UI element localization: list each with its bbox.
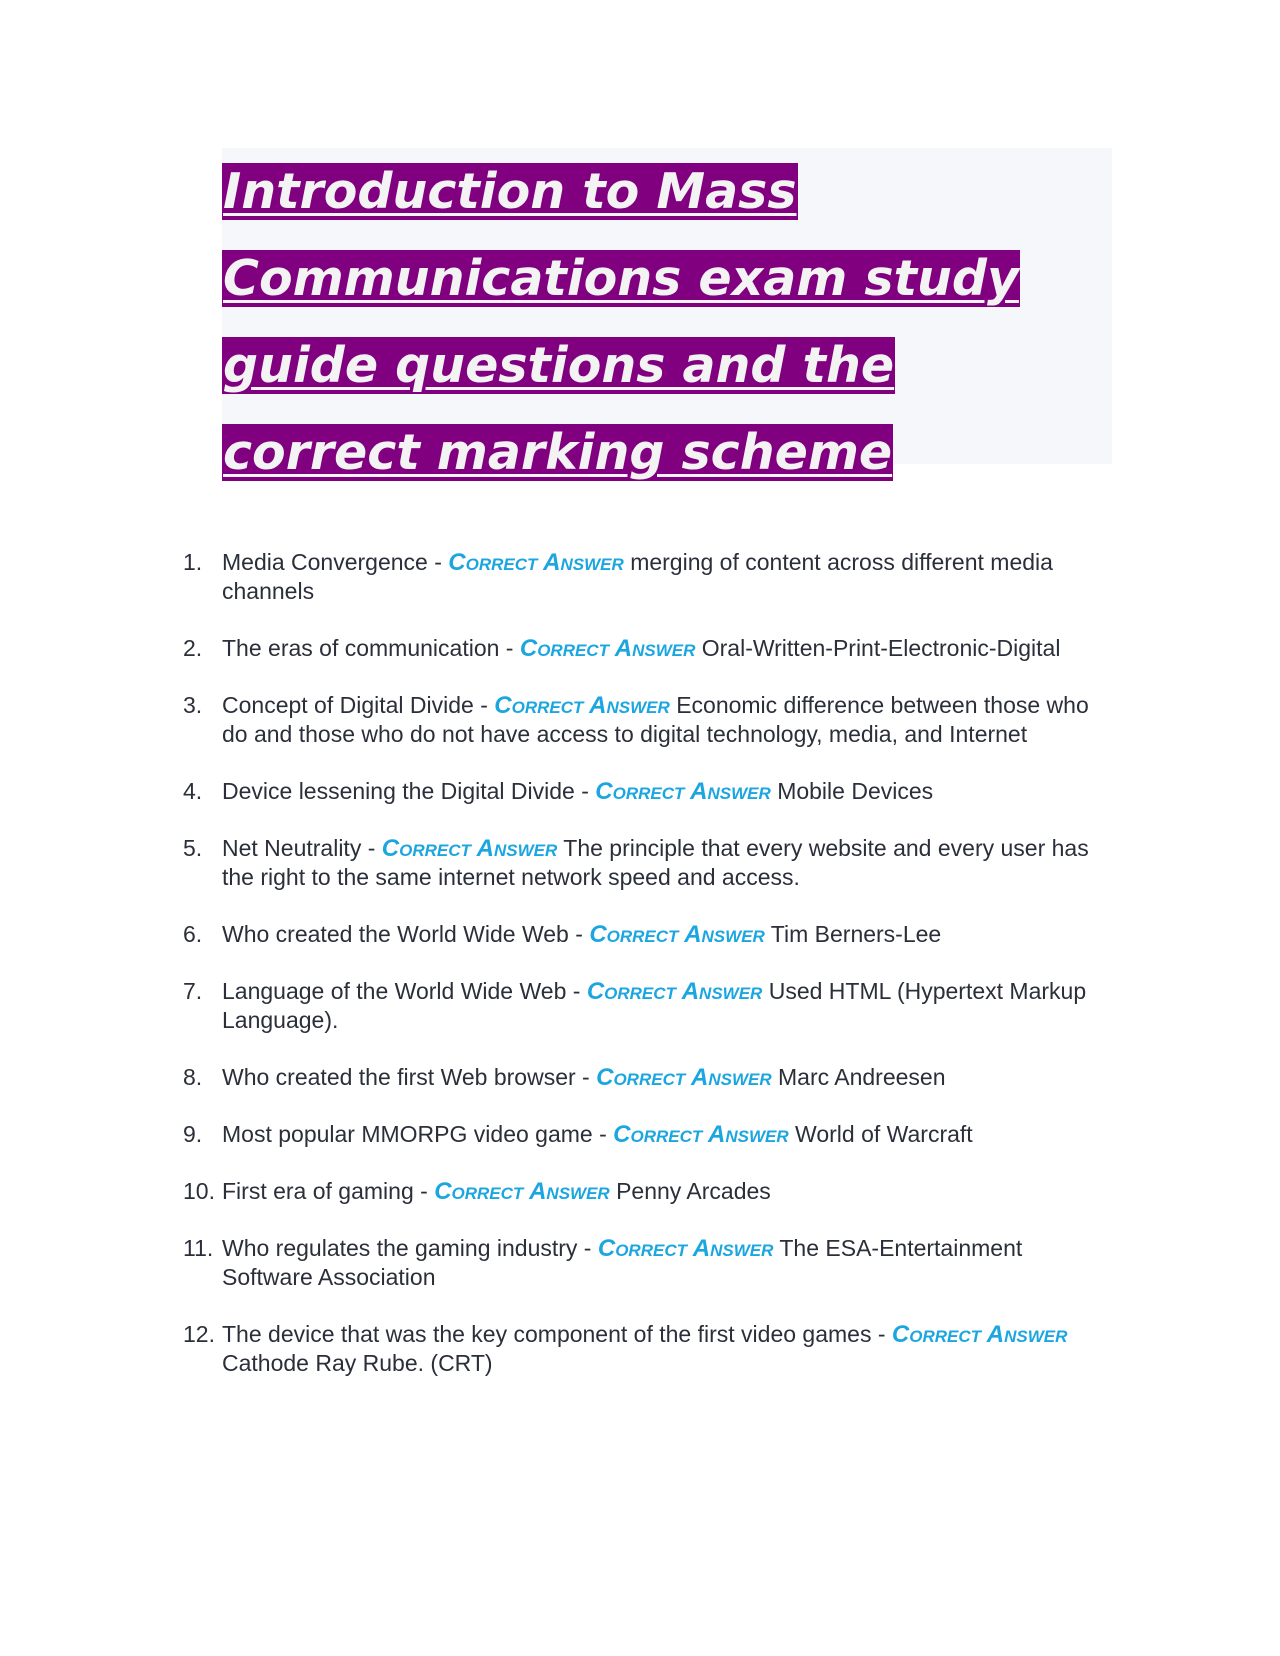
item-question: Most popular MMORPG video game [222,1121,593,1147]
title-line-2: Communications exam study [223,250,1019,307]
item-number: 2. [183,635,203,661]
correct-answer-label: Correct Answer [891,1321,1068,1348]
list-item: 5. Net Neutrality - Correct Answer The principle that every website and every user has the right to the same internet network speed and access. [183,835,1089,890]
correct-answer-label: Correct Answer [595,778,771,805]
item-question: Who created the first Web browser [222,1064,576,1090]
title-line-3: guide questions and the [223,337,895,394]
correct-answer-label: Correct Answer [596,1064,772,1091]
item-question: Device lessening the Digital Divide [222,778,575,804]
document-title [222,148,1052,496]
correct-answer-label: Correct Answer [448,549,624,576]
correct-answer-label: Correct Answer [381,835,558,862]
item-number: 4. [183,778,203,804]
item-answer: Cathode Ray Rube. (CRT) [222,1350,493,1376]
item-question: Language of the World Wide Web [222,978,567,1004]
item-answer: Tim Berners-Lee [770,921,942,947]
item-number: 7. [183,978,203,1004]
item-answer: World of Warcraft [795,1121,973,1147]
item-question: The eras of communication [222,635,500,661]
item-number: 6. [183,921,203,947]
item-question: Net Neutrality [222,835,362,861]
item-answer: Oral-Written-Print-Electronic-Digital [701,635,1061,661]
title-line-4: correct marking scheme [223,424,893,481]
title-line-1: Introduction to Mass [223,163,797,220]
list-item: 2. The eras of communication - Correct Answer Oral-Written-Print-Electronic-Digital [183,635,1061,662]
qa-list [183,548,1102,1406]
item-number: 11. [183,1235,214,1261]
list-item: 12. The device that was the key component of the first video games - Correct Answer Cathode Ray Rube. (CRT) [183,1321,1068,1376]
list-item: 4. Device lessening the Digital Divide - Correct Answer Mobile Devices [183,778,934,805]
correct-answer-label: Correct Answer [613,1121,789,1148]
list-item: 7. Language of the World Wide Web - Correct Answer Used HTML (Hypertext Markup Language). [183,978,1087,1033]
item-question: First era of gaming [222,1178,414,1204]
list-item: 1. Media Convergence - Correct Answer merging of content across different media channels [183,549,1053,604]
list-item: 10. First era of gaming - Correct Answer Penny Arcades [183,1178,771,1205]
item-number: 1. [183,549,203,575]
item-question: Concept of Digital Divide [222,692,474,718]
item-number: 10. [183,1178,215,1204]
item-question: Who regulates the gaming industry [222,1235,578,1261]
list-item: 6. Who created the World Wide Web - Correct Answer Tim Berners-Lee [183,921,942,948]
list-item: 3. Concept of Digital Divide - Correct Answer Economic difference between those who do and those who do not have access to digital technology, media, and Internet [183,692,1089,747]
item-answer: Penny Arcades [616,1178,771,1204]
item-question: Who created the World Wide Web [222,921,569,947]
item-answer: Used HTML (Hypertext Markup Language). [222,978,1087,1033]
correct-answer-label: Correct Answer [597,1235,774,1262]
item-number: 8. [183,1064,203,1090]
item-answer: The principle that every website and every user has the right to the same internet network speed and access. [222,835,1089,890]
correct-answer-label: Correct Answer [494,692,670,719]
list-item: 11. Who regulates the gaming industry - Correct Answer The ESA-Entertainment Software Association [183,1235,1023,1290]
correct-answer-label: Correct Answer [586,978,763,1005]
list-item: 9. Most popular MMORPG video game - Correct Answer World of Warcraft [183,1121,973,1148]
correct-answer-label: Correct Answer [434,1178,610,1205]
item-number: 9. [183,1121,203,1147]
item-number: 3. [183,692,203,718]
item-question: The device that was the key component of the first video games [222,1321,872,1347]
item-answer: The ESA-Entertainment Software Association [222,1235,1023,1290]
item-answer: Economic difference between those who do and those who do not have access to digital technology, media, and Internet [222,692,1089,747]
correct-answer-label: Correct Answer [519,635,696,662]
item-answer: merging of content across different media channels [222,549,1053,604]
correct-answer-label: Correct Answer [589,921,765,948]
title-block [222,148,1112,481]
item-answer: Marc Andreesen [778,1064,946,1090]
item-number: 12. [183,1321,215,1347]
item-answer: Mobile Devices [777,778,934,804]
item-number: 5. [183,835,203,861]
item-question: Media Convergence [222,549,428,575]
list-item: 8. Who created the first Web browser - Correct Answer Marc Andreesen [183,1064,946,1091]
